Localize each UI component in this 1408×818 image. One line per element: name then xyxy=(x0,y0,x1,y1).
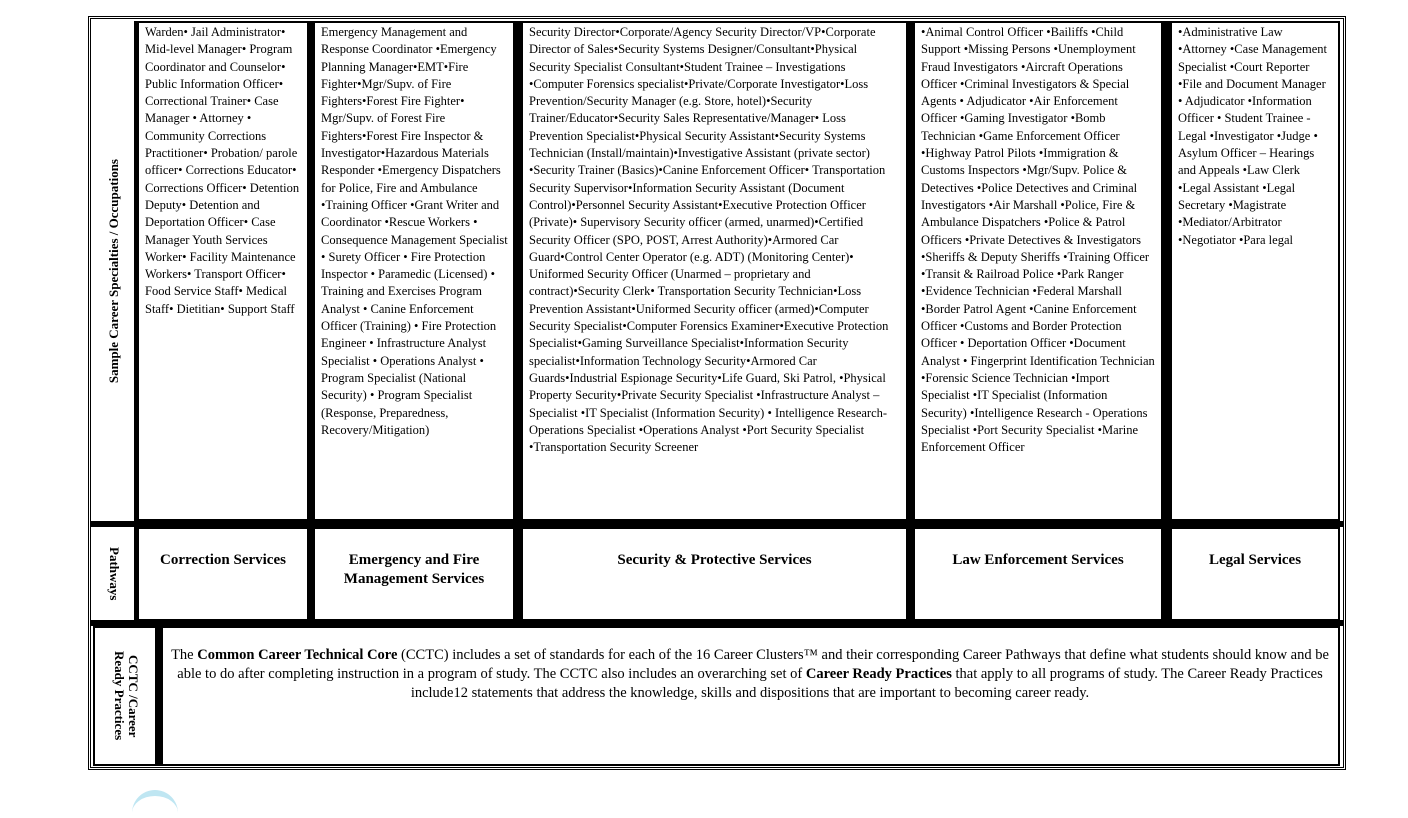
pathway-emergency-fire: Emergency and Fire Management Services xyxy=(313,527,515,621)
column-divider xyxy=(1163,21,1170,621)
occupations-correction: Warden• Jail Administrator• Mid-level Manager• Program Coordinator and Counselor• Public Information Officer• Correctional Trainer• Case Manager • Attorney • Community Corrections Practitioner• Probation/ parole officer• Corrections Educator• Corrections Officer• Detention Deputy• Detention and Deportation Officer• Case Manager Youth Services Worker• Facility Maintenance Workers• Transport Officer• Food Service Staff• Medical Staff• Dietitian• Support Staff xyxy=(137,21,309,521)
occupations-security: Security Director•Corporate/Agency Security Director/VP•Corporate Director of Sales•Security Systems Designer/Consultant•Physical Security Specialist Consultant•Student Trainee – Investigations •Computer Forensics specialist•Private/Corporate Investigator•Loss Prevention/Security Manager (e.g. Store, hotel)•Security Trainer/Educator•Security Sales Representative/Manager• Loss Prevention Specialist•Physical Security Assistant•Security Systems Technician (Install/maintain)•Investigative Assistant (private sector) •Security Trainer (Basics)•Canine Enforcement Officer• Transportation Security Supervisor•Information Security Assistant (Document Control)•Personnel Security Assistant•Executive Protection Officer (Private)• Supervisory Security officer (armed, unarmed)•Certified Security Officer (SPO, POST, Arrest Authority)•Armored Car Guard•Control Center Operator (e.g. ADT) (Monitoring Center)• Uniformed Security Officer (Unarmed – proprietary and contract)•Security Clerk• Transportation Security Technician•Loss Prevention Assistant•Uniformed Security officer (armed)•Computer Security Specialist•Computer Forensics Examiner•Executive Protection Specialist•Gaming Surveillance Specialist•Information Security specialist•Information Technology Security•Armored Car Guards•Industrial Espionage Security•Life Guard, Ski Patrol, •Physical Property Security•Private Security Specialist •Infrastructure Analyst – Specialist •IT Specialist (Information Security) • Intelligence Research-Operations Specialist •Operations Analyst •Port Security Specialist •Transportation Security Screener xyxy=(521,21,908,521)
cctc-text-part: that apply to all programs of study. The Career Ready Practices include12 statements that address the knowledge, skills and dispositions that are important to becoming career ready. xyxy=(410,666,1323,701)
column-divider xyxy=(515,21,521,621)
occupations-row-label xyxy=(93,21,135,521)
cctc-text-part: (CCTC) includes a set of standards for each of the 16 Career Clusters™ and their corresponding Career Pathways that define what students should know and be able to do after completing instruction in a program of study. The CCTC also includes an overarching set of xyxy=(177,647,1329,682)
pathway-security: Security & Protective Services xyxy=(521,527,908,621)
cctc-description xyxy=(162,626,1338,703)
occupations-label-text: Sample Career Specialties / Occupations xyxy=(106,158,121,384)
career-ready-practices-term: Career Ready Practices xyxy=(805,666,952,682)
occupations-legal: •Administrative Law •Attorney •Case Management Specialist •Court Reporter •File and Document Manager • Adjudicator •Information Officer • Student Trainee - Legal •Investigator •Judge • Asylum Officer – Hearings and Appeals •Law Clerk •Legal Assistant •Legal Secretary •Magistrate •Mediator/Arbitrator •Negotiator •Para legal xyxy=(1170,21,1340,521)
occupations-law-enforcement: •Animal Control Officer •Bailiffs •Child Support •Missing Persons •Unemployment Fraud Investigators •Aircraft Operations Officer •Criminal Investigators & Special Agents • Adjudicator •Air Enforcement Officer •Gaming Investigator •Bomb Technician •Game Enforcement Officer •Highway Patrol Pilots •Immigration & Customs Inspectors •Mgr/Supv. Police & Detectives •Police Detectives and Criminal Investigators •Air Marshall •Police, Fire & Ambulance Dispatchers •Police & Patrol Officers •Private Detectives & Investigators •Sheriffs & Deputy Sheriffs •Training Officer •Transit & Railroad Police •Park Ranger •Evidence Technician •Federal Marshall •Border Patrol Agent •Canine Enforcement Officer •Customs and Border Protection Officer • Deportation Officer •Document Analyst • Fingerprint Identification Technician •Forensic Science Technician •Import Specialist •IT Specialist (Information Security) •Intelligence Research - Operations Specialist •Port Security Specialist •Marine Enforcement Officer xyxy=(913,21,1163,521)
column-divider xyxy=(134,21,137,621)
occupations-emergency-fire: Emergency Management and Response Coordinator •Emergency Planning Manager•EMT•Fire Fighter•Mgr/Supv. of Fire Fighters•Forest Fire Fighter• Mgr/Supv. of Forest Fire Fighters•Forest Fire Inspector & Investigator•Hazardous Materials Responder •Emergency Dispatchers for Police, Fire and Ambulance •Training Officer •Grant Writer and Coordinator •Rescue Workers • Consequence Management Specialist • Surety Officer • Fire Protection Inspector • Paramedic (Licensed) • Training and Exercises Program Analyst • Canine Enforcement Officer (Training) • Fire Protection Engineer • Infrastructure Analyst Specialist • Operations Analyst • Program Specialist (National Security) • Program Specialist (Response, Preparedness, Recovery/Mitigation) xyxy=(313,21,515,521)
pathway-law-enforcement: Law Enforcement Services xyxy=(913,527,1163,621)
cctc-label-cell xyxy=(93,626,157,766)
cctc-bold-term: Common Career Technical Core xyxy=(197,647,398,663)
pathways-row-label xyxy=(93,527,135,621)
pathway-legal: Legal Services xyxy=(1170,527,1340,621)
pathways-label-text: Pathways xyxy=(107,547,122,601)
cctc-label-text: CCTC /Career Ready Practices xyxy=(112,651,141,741)
decorative-swoosh xyxy=(132,790,178,818)
cctc-text-part: The xyxy=(171,647,198,663)
column-divider xyxy=(908,21,913,621)
column-divider xyxy=(309,21,313,621)
pathway-correction: Correction Services xyxy=(137,527,309,621)
